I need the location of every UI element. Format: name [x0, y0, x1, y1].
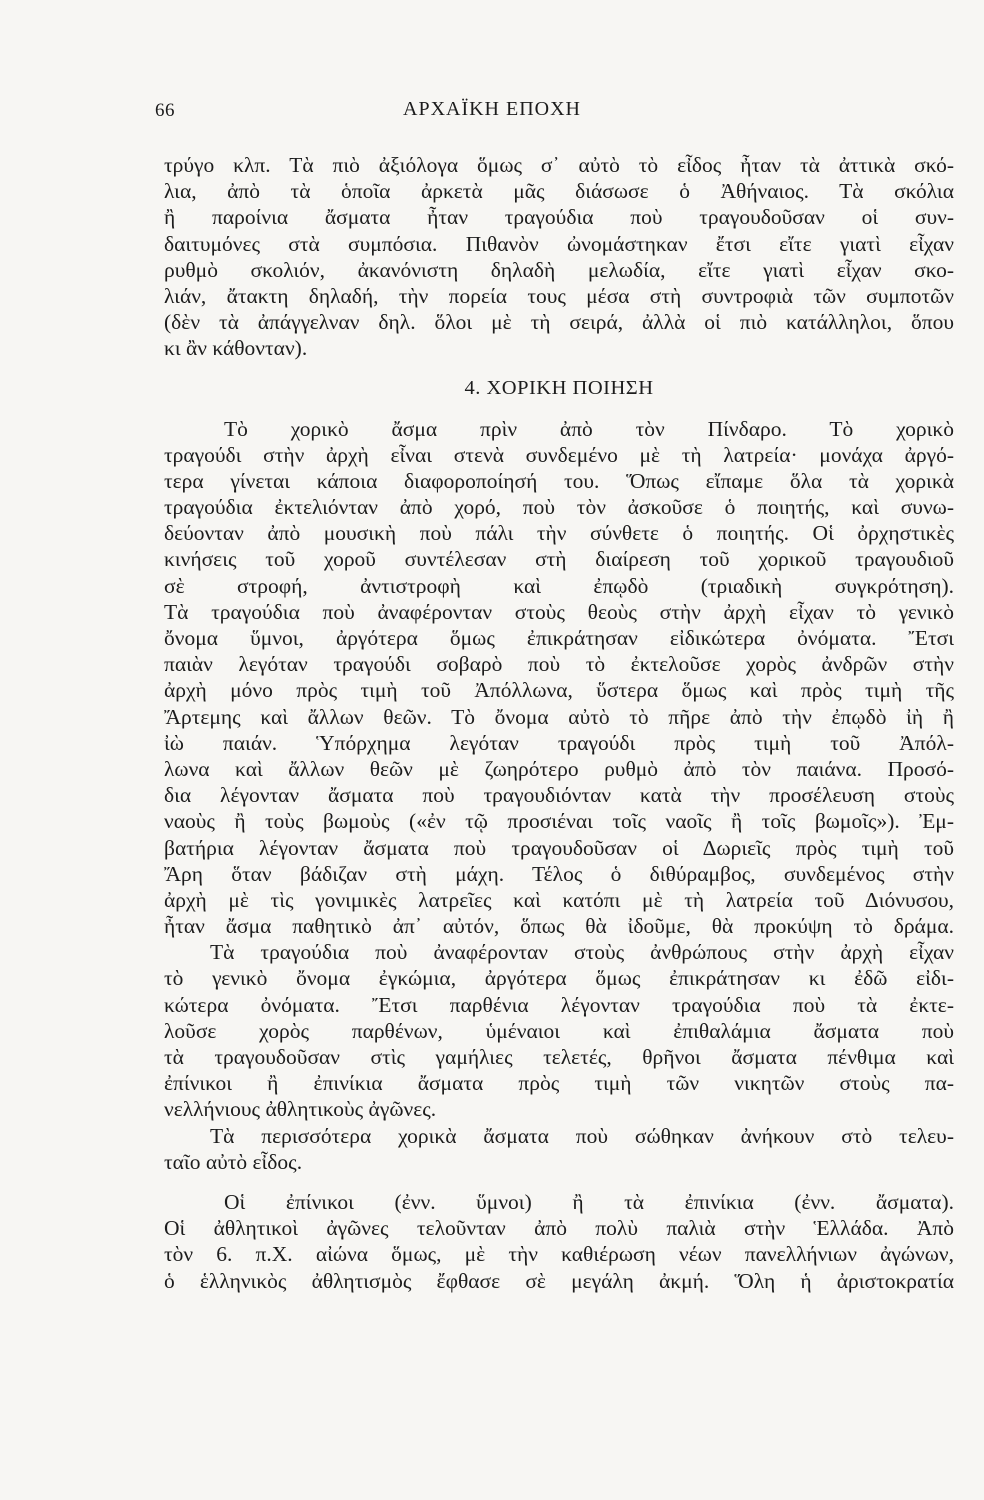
- text-line: δεύονταν ἀπὸ μουσικὴ ποὺ πάλι τὴν σύνθετε ὁ ποιητής. Οἱ ὀρχηστικὲς: [164, 521, 954, 546]
- text-line: τὸν 6. π.Χ. αἰώνα ὅμως, μὲ τὴν καθιέρωση νέων πανελλήνιων ἀγώνων,: [164, 1242, 954, 1267]
- page-header: [0, 98, 984, 128]
- text-line: Τὰ περισσότερα χορικὰ ἄσματα ποὺ σώθηκαν ἀνήκουν στὸ τελευ-: [210, 1123, 954, 1148]
- spacer: [164, 1175, 954, 1189]
- text-line: τὰ τραγουδοῦσαν στὶς γαμήλιες τελετές, θρῆνοι ἄσματα πένθιμα καὶ: [164, 1045, 954, 1069]
- text-line: τραγούδι στὴν ἀρχὴ εἶναι στενὰ συνδεμένο μὲ τὴ λατρεία· μονάχα ἀργό-: [164, 442, 954, 467]
- text-line: ταῖο αὐτὸ εἶδος.: [164, 1149, 303, 1174]
- text-line: παιὰν λεγόταν τραγούδι σοβαρὸ ποὺ τὸ ἐκτελοῦσε χορὸς ἀνδρῶν στὴν: [164, 652, 954, 677]
- text-line: ἀρχὴ μόνο πρὸς τιμὴ τοῦ Ἀπόλλωνα, ὕστερα ὅμως καὶ πρὸς τιμὴ τῆς: [164, 678, 954, 703]
- text-line: κώτερα ὀνόματα. Ἔτσι παρθένια λέγονταν τραγούδια ποὺ τὰ ἐκτε-: [164, 992, 954, 1017]
- text-line: σὲ στροφή, ἀντιστροφὴ καὶ ἐπῳδὸ (τριαδικὴ συγκρότηση).: [164, 573, 954, 598]
- text-line: Τὰ τραγούδια ποὺ ἀναφέρονταν στοὺς θεοὺς στὴν ἀρχὴ εἶχαν τὸ γενικὸ: [164, 599, 954, 624]
- text-line: ἀρχὴ μὲ τὶς γονιμικὲς λατρεῖες καὶ κατόπι μὲ τὴ λατρεία τοῦ Διόνυσου,: [164, 887, 954, 912]
- text-line: Οἱ ἀθλητικοὶ ἀγῶνες τελοῦνταν ἀπὸ πολὺ παλιὰ στὴν Ἑλλάδα. Ἀπὸ: [164, 1216, 954, 1241]
- text-line: ἦταν ἄσμα παθητικὸ ἀπ᾽ αὐτόν, ὅπως θὰ ἰδοῦμε, θὰ προκύψη τὸ δράμα.: [164, 914, 954, 939]
- text-line: κινήσεις τοῦ χοροῦ συντέλεσαν στὴ διαίρεση τοῦ χορικοῦ τραγουδιοῦ: [164, 547, 954, 572]
- text-line: τερα γίνεται κάποια διαφοροποίησή του. Ὅπως εἴπαμε ὅλα τὰ χορικὰ: [164, 468, 954, 493]
- text-line: ἢ παροίνια ἄσματα ἦταν τραγούδια ποὺ τραγουδοῦσαν οἱ συν-: [164, 205, 954, 230]
- section-heading: 4. ΧΟΡΙΚΗ ΠΟΙΗΣΗ: [464, 376, 654, 399]
- text-line: (δὲν τὰ ἀπάγγελναν δηλ. ὅλοι μὲ τὴ σειρά, ἀλλὰ οἱ πιὸ κατάλληλοι, ὅπου: [164, 310, 954, 335]
- text-line: λωνα καὶ ἄλλων θεῶν μὲ ζωηρότερο ρυθμὸ ἀπὸ τὸν παιάνα. Προσό-: [164, 756, 954, 781]
- text-line: Τὰ τραγούδια ποὺ ἀναφέρονταν στοὺς ἀνθρώπους στὴν ἀρχὴ εἶχαν: [210, 940, 954, 965]
- text-line: ἐπίνικοι ἢ ἐπινίκια ἄσματα πρὸς τιμὴ τῶν νικητῶν στοὺς πα-: [164, 1071, 954, 1096]
- body-text: [164, 152, 954, 1294]
- text-line: λοῦσε χορὸς παρθένων, ὑμέναιοι καὶ ἐπιθαλάμια ἄσματα ποὺ: [164, 1018, 954, 1043]
- text-line: ὁ ἑλληνικὸς ἀθλητισμὸς ἔφθασε σὲ μεγάλη ἀκμή. Ὅλη ἡ ἀριστοκρατία: [164, 1268, 954, 1293]
- text-line: τραγούδια ἐκτελιόνταν ἀπὸ χορό, ποὺ τὸν ἀσκοῦσε ὁ ποιητής, καὶ συνω-: [164, 495, 954, 520]
- text-line: δια λέγονταν ἄσματα ποὺ τραγουδιόνταν κατὰ τὴν προσέλευση στοὺς: [164, 783, 954, 808]
- text-line: τὸ γενικὸ ὄνομα ἐγκώμια, ἀργότερα ὅμως ἐπικράτησαν κι ἐδῶ εἰδι-: [164, 966, 954, 991]
- text-line: Ἄρη ὅταν βάδιζαν στὴ μάχη. Τέλος ὁ διθύραμβος, συνδεμένος στὴν: [164, 861, 954, 886]
- text-line: λιάν, ἄτακτη δηλαδή, τὴν πορεία τους μέσα στὴ συντροφιὰ τῶν συμποτῶν: [164, 283, 954, 308]
- text-line: λια, ἀπὸ τὰ ὁποῖα ἀρκετὰ μᾶς διάσωσε ὁ Ἀθήναιος. Τὰ σκόλια: [164, 179, 954, 204]
- text-line: ρυθμὸ σκολιόν, ἀκανόνιστη δηλαδὴ μελωδία, εἴτε γιατὶ εἶχαν σκο-: [164, 257, 954, 282]
- page-number: 66: [155, 100, 175, 121]
- text-line: κι ἂν κάθονταν).: [164, 336, 308, 361]
- subsection-title-line: Οἱ ἐπίνικοι (ἐνν. ὕμνοι) ἢ τὰ ἐπινίκια (ἐνν. ἄσματα).: [224, 1189, 954, 1214]
- text-line: νελλήνιους ἀθλητικοὺς ἀγῶνες.: [164, 1097, 437, 1122]
- text-line: ναοὺς ἢ τοὺς βωμοὺς («ἐν τῷ προσιέναι τοῖς ναοῖς ἢ τοῖς βωμοῖς»). Ἐμ-: [164, 809, 954, 834]
- spacer: [164, 402, 954, 416]
- text-line: Ἄρτεμης καὶ ἄλλων θεῶν. Τὸ ὄνομα αὐτὸ τὸ πῆρε ἀπὸ τὴν ἐπῳδὸ ἰὴ ἢ: [164, 704, 954, 729]
- subsection-title-line: Τὸ χορικὸ ἄσμα πρὶν ἀπὸ τὸν Πίνδαρο. Τὸ χορικὸ: [224, 416, 954, 441]
- text-line: δαιτυμόνες στὰ συμπόσια. Πιθανὸν ὠνομάστηκαν ἔτσι εἴτε γιατὶ εἶχαν: [164, 231, 954, 256]
- text-line: ὄνομα ὕμνοι, ἀργότερα ὅμως ἐπικράτησαν εἰδικώτερα ὀνόματα. Ἔτσι: [164, 626, 954, 650]
- text-line: βατήρια λέγονταν ἄσματα ποὺ τραγουδοῦσαν οἱ Δωριεῖς πρὸς τιμὴ τοῦ: [164, 835, 954, 860]
- text-line: ἰὼ παιάν. Ὑπόρχημα λεγόταν τραγούδι πρὸς τιμὴ τοῦ Ἀπόλ-: [164, 730, 954, 755]
- text-line: τρύγο κλπ. Τὰ πιὸ ἀξιόλογα ὅμως σ᾽ αὐτὸ τὸ εἶδος ἦταν τὰ ἀττικὰ σκό-: [164, 153, 954, 177]
- running-title: ΑΡΧΑΪΚΗ ΕΠΟΧΗ: [403, 98, 581, 120]
